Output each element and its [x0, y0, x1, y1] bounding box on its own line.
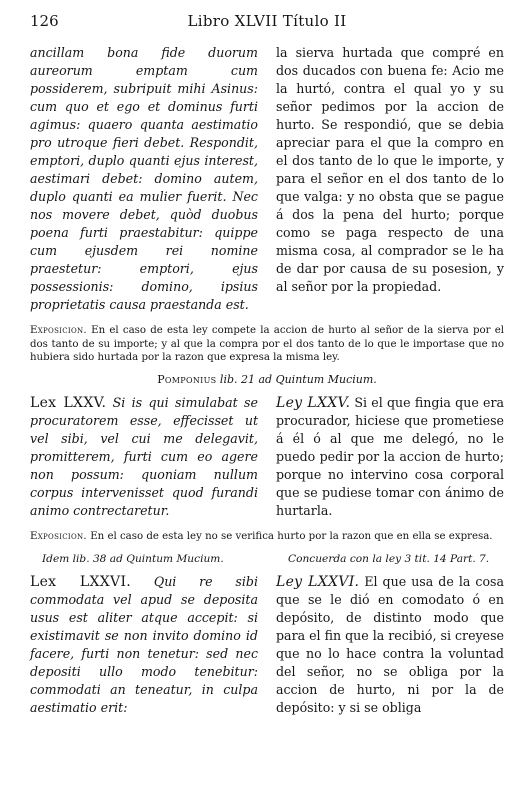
- latin-column: [30, 394, 258, 520]
- latin-text: ancillam bona fide duorum aureorum emptam cum possiderem, subripuit mihi Asinus: cum quo et ego et dominus furti agimus: quaero quanta aestimatio pro utroque fieri debet. Respondit, emptori, duplo quanti ejus interest, aestimari debet: domino autem, duplo quanti ea mulier fuerit. Nec nos movere debet, quòd duobus poena furti praestabitur: quippe cum ejusdem rei nomine praestetur: emptori, ejus possessionis: domino, ipsius proprietatis causa praestanda est.: [30, 45, 258, 312]
- source-reference: lib. 21 ad Quintum Mucium.: [219, 372, 377, 386]
- latin-text: Qui re sibi commodata vel apud se deposita usus est aliter atque accepit: si existimavit se non invito domino id facere, furti non tenetur: sed nec depositi ullo modo tenebitur: commodati an teneatur, in culpa aestimatio erit:: [30, 574, 258, 715]
- exposicion-note: [30, 324, 504, 365]
- spanish-text: la sierva hurtada que compré en dos ducados con buena fe: Acio me la hurtó, contra el qual yo y su señor pedimos por la accion de hurto. Se respondió, que se debia apreciar para el que la compro en el dos tanto de lo que le importe, y para el señor en el dos tanto de lo que valga: y no obsta que se pague á dos la pena del hurto; porque como se paga respecto de una misma cosa, al comprador se le ha de dar por causa de su posesion, y al señor por la propiedad.: [276, 45, 504, 294]
- spanish-column: [276, 44, 504, 314]
- spanish-text: El que usa de la cosa que se le dió en comodato ó en depósito, de distinto modo que para el fin que la recibió, si creyese que no lo hace contra la voluntad del señor, no se obliga por la accion de hurto, ni por la de depósito: y si se obliga: [276, 574, 505, 715]
- book-page: [30, 10, 504, 785]
- two-columns: [30, 394, 504, 520]
- latin-lex-heading: Lex LXXVI.: [30, 574, 132, 590]
- two-columns: [30, 573, 504, 717]
- source-attribution: [30, 373, 504, 386]
- exposicion-label: Exposicion.: [30, 325, 87, 336]
- source-left: Idem lib. 38 ad Quintum Mucium.: [42, 553, 224, 565]
- section-lex-lxxv: [30, 394, 504, 544]
- spanish-ley-heading: Ley LXXV.: [276, 394, 351, 411]
- spanish-column: [276, 573, 504, 717]
- latin-column: [30, 573, 258, 717]
- exposicion-text: En el caso de esta ley compete la accion de hurto al señor de la sierva por el dos tanto de su importe; y al que la compra por el dos tanto de lo que le importase que no hubiera sido hurtada por la razon que expresa la misma ley.: [30, 325, 504, 363]
- spanish-column: [276, 394, 504, 520]
- section-lex-lxxvi: [30, 573, 504, 717]
- section-lex-lxxiv: [30, 44, 504, 365]
- source-row: [30, 553, 504, 565]
- page-number: 126: [30, 12, 59, 30]
- latin-lex-heading: Lex LXXV.: [30, 394, 107, 411]
- exposicion-label: Exposicion.: [30, 530, 87, 542]
- running-title: Libro XLVII Título II: [187, 12, 347, 30]
- source-author: Pomponius: [157, 372, 217, 386]
- spanish-ley-heading: Ley LXXVI.: [276, 574, 360, 590]
- two-columns: [30, 44, 504, 314]
- concordance-right: Concuerda con la ley 3 tit. 14 Part. 7.: [288, 553, 490, 565]
- exposicion-text: En el caso de esta ley no se verifica hurto por la razon que en ella se expresa.: [90, 530, 493, 542]
- latin-column: [30, 44, 258, 314]
- page-header: [30, 10, 504, 36]
- spanish-text: Si el que fingia que era procurador, hiciese que prometiese á él ó al que me delegó, no le puedo pedir por la accion de hurto; porque no intervino cosa corporal que se pudiese tomar con ánimo de hurtarla.: [276, 394, 504, 518]
- latin-text: Si is qui simulabat se procuratorem esse, effecisset ut vel sibi, vel cui me delegavit, promitterem, furti cum eo agere non possum: quoniam nullum corpus intervenisset quod furandi animo contrectaretur.: [30, 394, 258, 518]
- exposicion-note: [30, 530, 504, 544]
